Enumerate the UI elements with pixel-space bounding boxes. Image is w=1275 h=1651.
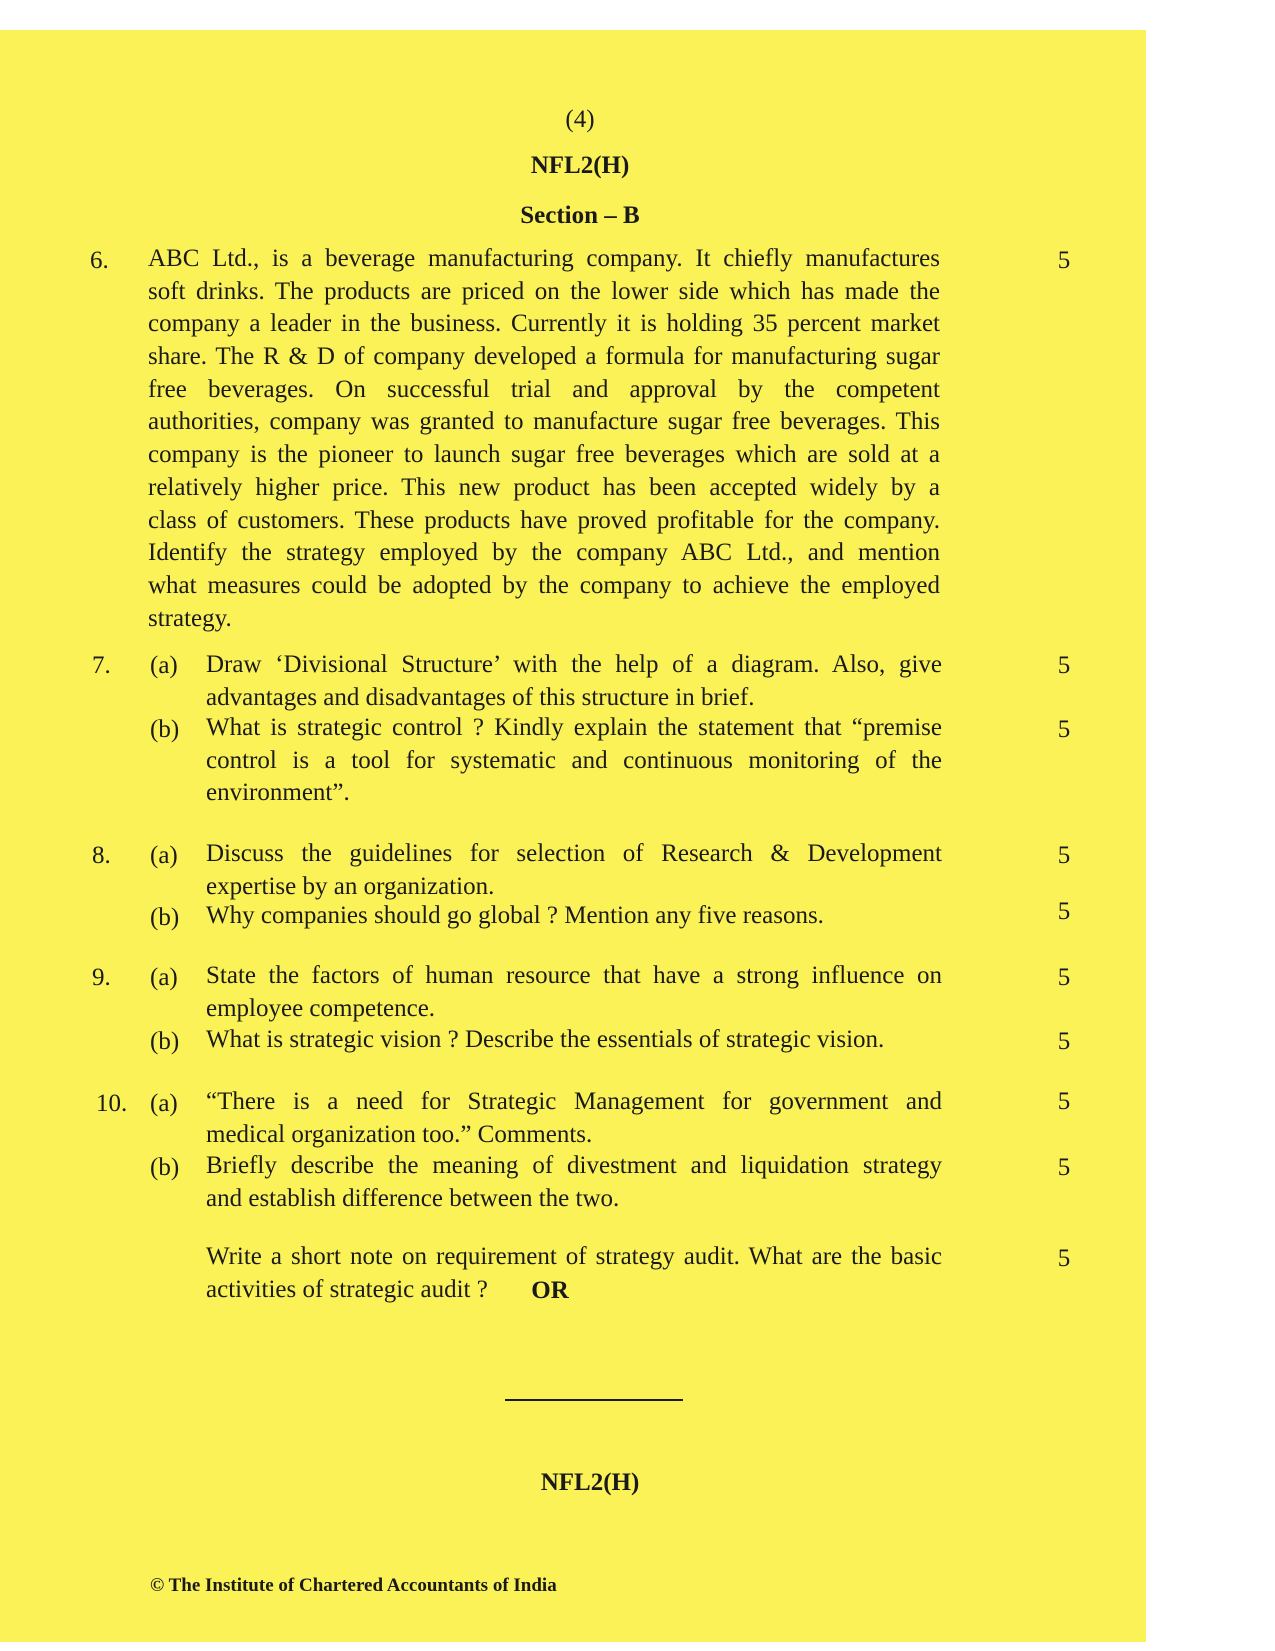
question-number: 6. bbox=[90, 247, 109, 274]
question-number: 8. bbox=[92, 842, 111, 869]
part-label: (b) bbox=[150, 1028, 180, 1055]
question-text bbox=[206, 900, 942, 933]
question-line: medical organization too.” Comments. bbox=[206, 1120, 593, 1148]
question-line: Draw ‘Divisional Structure’ with the help of a diagram. Also, give bbox=[206, 651, 942, 678]
question-line: Identify the strategy employed by the company ABC Ltd., and mention bbox=[148, 539, 940, 567]
question-text bbox=[206, 649, 942, 714]
marks: 5 bbox=[1057, 898, 1071, 925]
part-label: (a) bbox=[150, 842, 178, 869]
page-number: (4) bbox=[565, 106, 595, 133]
part-label: (b) bbox=[150, 716, 180, 743]
question-line: authorities, company was granted to manufacture sugar free beverages. This bbox=[148, 408, 940, 436]
marks: 5 bbox=[1057, 1028, 1071, 1055]
part-label: (a) bbox=[150, 652, 178, 679]
question-line: control is a tool for systematic and continuous monitoring of the bbox=[206, 746, 942, 774]
question-line: advantages and disadvantages of this structure in brief. bbox=[206, 683, 755, 711]
question-line: Briefly describe the meaning of divestment and liquidation strategy bbox=[206, 1152, 942, 1179]
question-text bbox=[206, 960, 942, 1025]
question-number: 9. bbox=[92, 964, 111, 991]
question-line: company is the pioneer to launch sugar free beverages which are sold at a bbox=[148, 441, 940, 469]
question-line: What is strategic vision ? Describe the essentials of strategic vision. bbox=[206, 1026, 885, 1053]
part-label: (b) bbox=[150, 904, 180, 931]
question-line: company a leader in the business. Currently it is holding 35 percent market bbox=[148, 310, 940, 338]
question-line: Write a short note on requirement of strategy audit. What are the basic bbox=[206, 1243, 942, 1270]
question-line: class of customers. These products have proved profitable for the company. bbox=[148, 506, 940, 534]
question-line: employee competence. bbox=[206, 994, 436, 1022]
question-line: Discuss the guidelines for selection of Research & Development bbox=[206, 840, 942, 867]
question-line: what measures could be adopted by the company to achieve the employed bbox=[148, 571, 940, 599]
end-rule bbox=[505, 1399, 683, 1401]
marks: 5 bbox=[1057, 247, 1071, 274]
marks: 5 bbox=[1057, 1088, 1071, 1115]
paper-code-footer: NFL2(H) bbox=[540, 1469, 640, 1496]
question-text bbox=[148, 243, 940, 635]
question-line: free beverages. On successful trial and approval by the competent bbox=[148, 375, 940, 403]
copyright-notice: © The Institute of Chartered Accountants of India bbox=[150, 1575, 557, 1596]
question-line: Why companies should go global ? Mention any five reasons. bbox=[206, 902, 824, 929]
question-line: environment”. bbox=[206, 779, 350, 807]
part-label: (a) bbox=[150, 964, 178, 991]
section-title: Section – B bbox=[520, 202, 640, 229]
question-line: share. The R & D of company developed a formula for manufacturing sugar bbox=[148, 343, 940, 371]
question-line: and establish difference between the two. bbox=[206, 1184, 620, 1212]
marks: 5 bbox=[1057, 652, 1071, 679]
question-line: ABC Ltd., is a beverage manufacturing company. It chiefly manufactures bbox=[148, 245, 940, 272]
question-number: 7. bbox=[92, 652, 111, 679]
or-divider-label: OR bbox=[531, 1277, 569, 1304]
question-text bbox=[206, 712, 942, 810]
part-label: (b) bbox=[150, 1154, 180, 1181]
marks: 5 bbox=[1057, 964, 1071, 991]
marks: 5 bbox=[1057, 1154, 1071, 1181]
question-line: State the factors of human resource that have a strong influence on bbox=[206, 962, 942, 989]
marks: 5 bbox=[1057, 842, 1071, 869]
marks: 5 bbox=[1057, 716, 1071, 743]
question-line: strategy. bbox=[148, 604, 232, 632]
question-text bbox=[206, 1024, 942, 1057]
part-label: (a) bbox=[150, 1090, 178, 1117]
question-text bbox=[206, 1086, 942, 1151]
question-line: activities of strategic audit ? bbox=[206, 1275, 488, 1303]
question-line: expertise by an organization. bbox=[206, 872, 495, 900]
question-line: relatively higher price. This new product has been accepted widely by a bbox=[148, 473, 940, 501]
paper-code-header: NFL2(H) bbox=[530, 152, 630, 179]
question-line: soft drinks. The products are priced on the lower side which has made the bbox=[148, 277, 940, 305]
alternative-question-text bbox=[206, 1241, 942, 1306]
question-line: What is strategic control ? Kindly explain the statement that “premise bbox=[206, 714, 942, 741]
question-text bbox=[206, 838, 942, 903]
question-line: “There is a need for Strategic Management for government and bbox=[206, 1088, 942, 1115]
question-number: 10. bbox=[96, 1090, 128, 1117]
marks: 5 bbox=[1057, 1245, 1071, 1272]
question-text bbox=[206, 1150, 942, 1215]
